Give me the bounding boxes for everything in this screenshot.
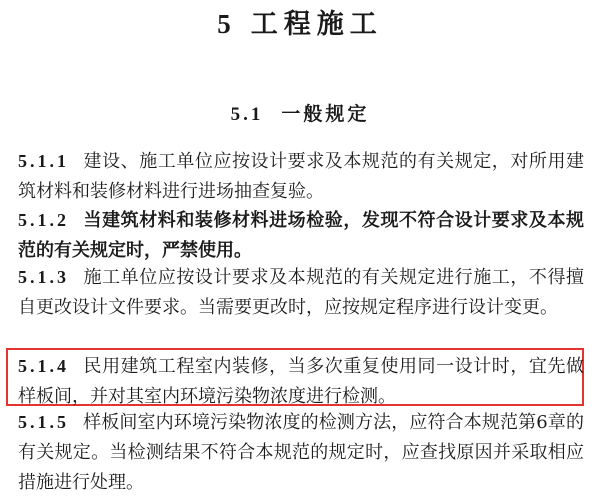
chapter-number: 5 [217, 9, 237, 39]
chapter-title [0, 4, 600, 45]
clause-number: 5.1.4 [18, 356, 69, 376]
clause-5-1-4 [18, 351, 584, 412]
clause-text: 当建筑材料和装修材料进场检验，发现不符合设计要求及本规范的有关规定时，严禁使用。 [18, 210, 584, 261]
section-title [0, 100, 600, 129]
section-title-text: 一般规定 [281, 103, 370, 125]
clause-5-1-3 [18, 262, 584, 323]
clause-number: 5.1.5 [18, 412, 69, 432]
clause-5-1-2 [18, 205, 584, 266]
clause-number: 5.1.3 [18, 267, 69, 287]
clause-text: 建设、施工单位应按设计要求及本规范的有关规定，对所用建筑材料和装修材料进行进场抽查复验。 [18, 151, 584, 202]
clause-text: 施工单位应按设计要求及本规范的有关规定进行施工，不得擅自更改设计文件要求。当需要更改时，应按规定程序进行设计变更。 [18, 267, 584, 318]
clause-text: 民用建筑工程室内装修，当多次重复使用同一设计时，宜先做样板间，并对其室内环境污染物浓度进行检测。 [18, 356, 584, 407]
clause-5-1-1 [18, 146, 584, 207]
chapter-title-text: 工程施工 [250, 9, 383, 40]
clause-text: 样板间室内环境污染物浓度的检测方法，应符合本规范第6章的有关规定。当检测结果不符合本规范的规定时，应查找原因并采取相应措施进行处理。 [18, 412, 584, 493]
clause-number: 5.1.2 [18, 210, 69, 230]
clause-5-1-5 [18, 407, 584, 498]
clause-number: 5.1.1 [18, 151, 69, 171]
section-number: 5.1 [230, 104, 264, 125]
